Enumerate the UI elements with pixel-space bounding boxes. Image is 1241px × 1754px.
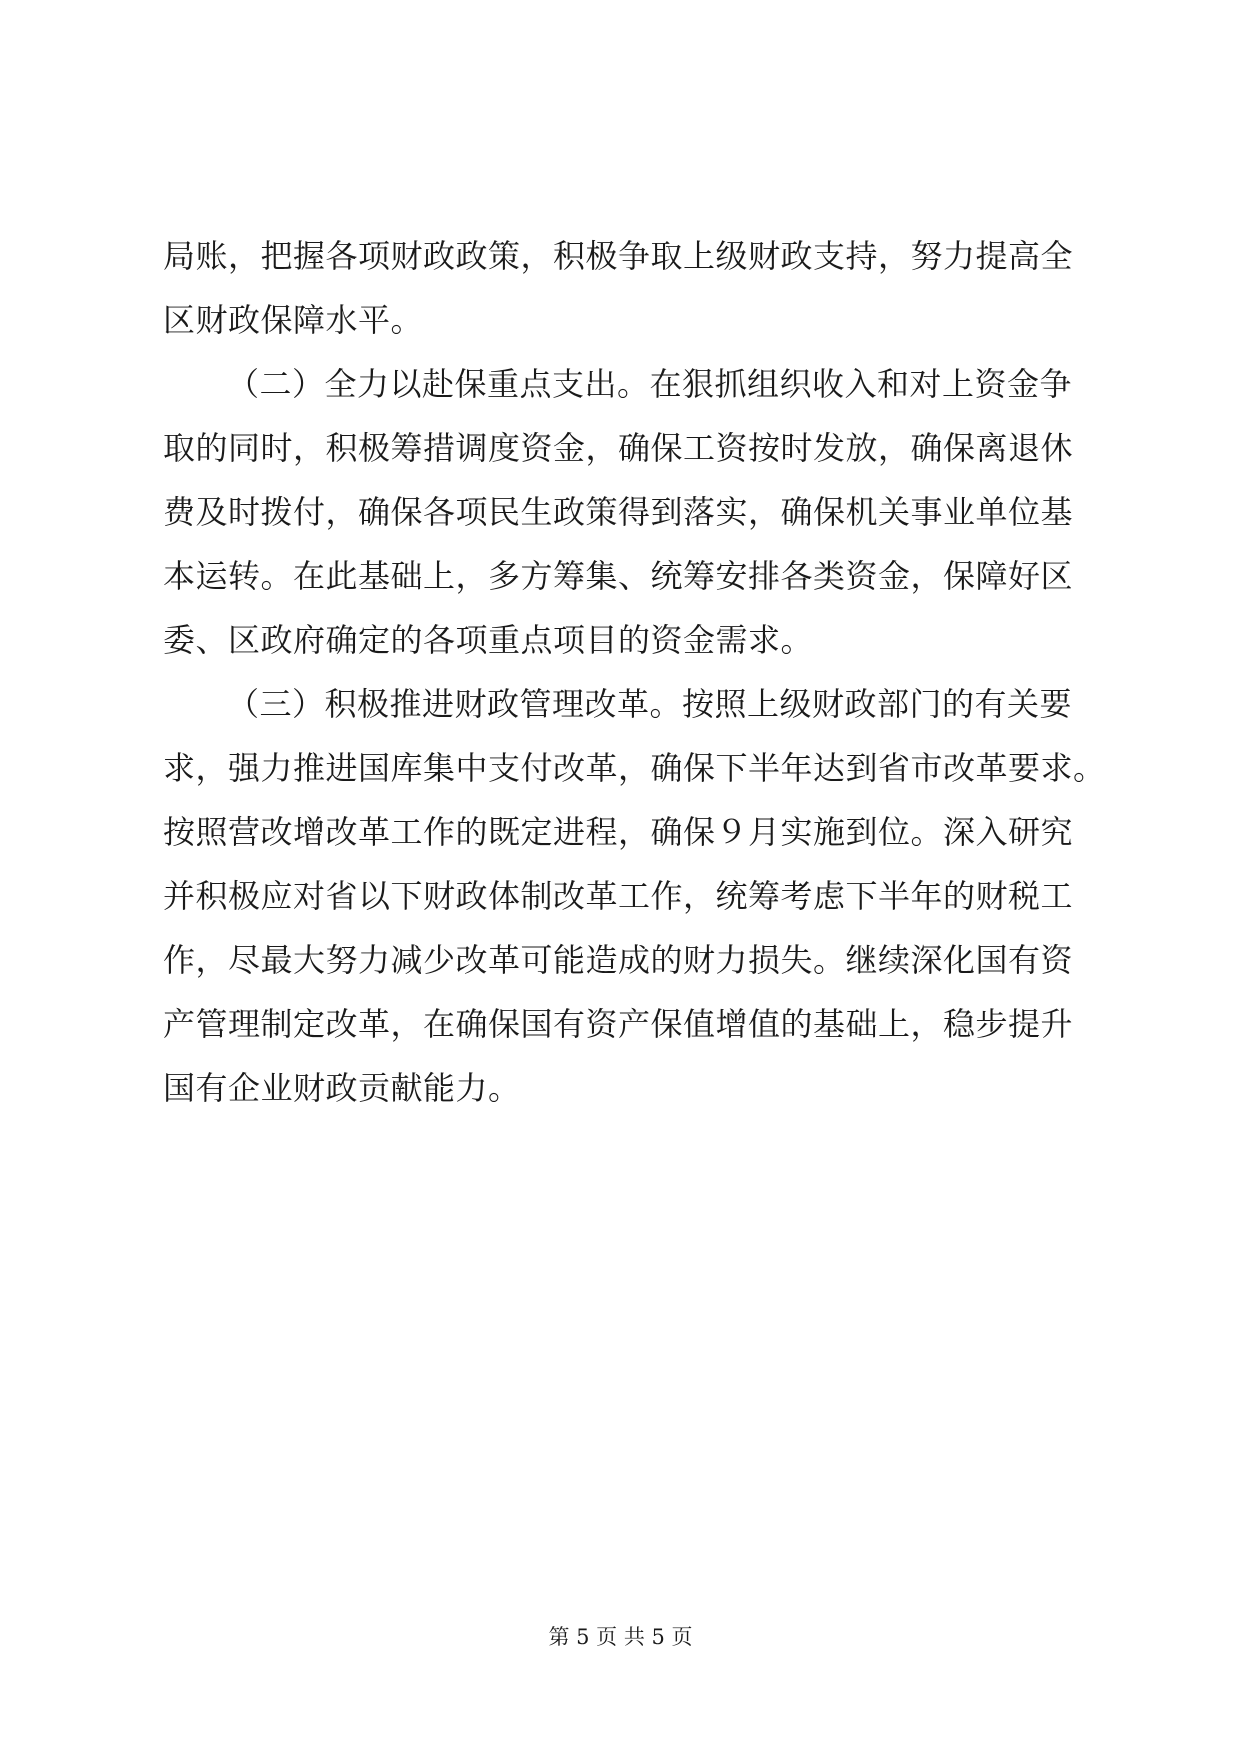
text-line-13: 产管理制定改革，在确保国有资产保值增值的基础上，稳步提升 bbox=[163, 1005, 1074, 1043]
text-line-9: 求，强力推进国库集中支付改革，确保下半年达到省市改革要求。 bbox=[163, 749, 1106, 787]
text-line-12: 作，尽最大努力减少改革可能造成的财力损失。继续深化国有资 bbox=[163, 941, 1074, 979]
text-line-6: 本运转。在此基础上，多方筹集、统筹安排各类资金，保障好区 bbox=[163, 557, 1074, 595]
text-line-7: 委、区政府确定的各项重点项目的资金需求。 bbox=[163, 621, 814, 659]
text-line-3: （二）全力以赴保重点支出。在狠抓组织收入和对上资金争 bbox=[227, 365, 1073, 403]
text-line-8: （三）积极推进财政管理改革。按照上级财政部门的有关要 bbox=[227, 685, 1073, 723]
text-line-5: 费及时拨付，确保各项民生政策得到落实，确保机关事业单位基 bbox=[163, 493, 1074, 531]
text-line-10: 按照营改增改革工作的既定进程，确保９月实施到位。深入研究 bbox=[163, 813, 1074, 851]
text-line-4: 取的同时，积极筹措调度资金，确保工资按时发放，确保离退休 bbox=[163, 429, 1074, 467]
text-line-14: 国有企业财政贡献能力。 bbox=[163, 1069, 521, 1107]
document-body bbox=[163, 224, 1106, 1120]
text-line-11: 并积极应对省以下财政体制改革工作，统筹考虑下半年的财税工 bbox=[163, 877, 1074, 915]
text-line-2: 区财政保障水平。 bbox=[163, 301, 424, 339]
page-footer: 第 5 页 共 5 页 bbox=[548, 1625, 693, 1649]
text-line-1: 局账，把握各项财政政策，积极争取上级财政支持，努力提高全 bbox=[163, 237, 1074, 275]
